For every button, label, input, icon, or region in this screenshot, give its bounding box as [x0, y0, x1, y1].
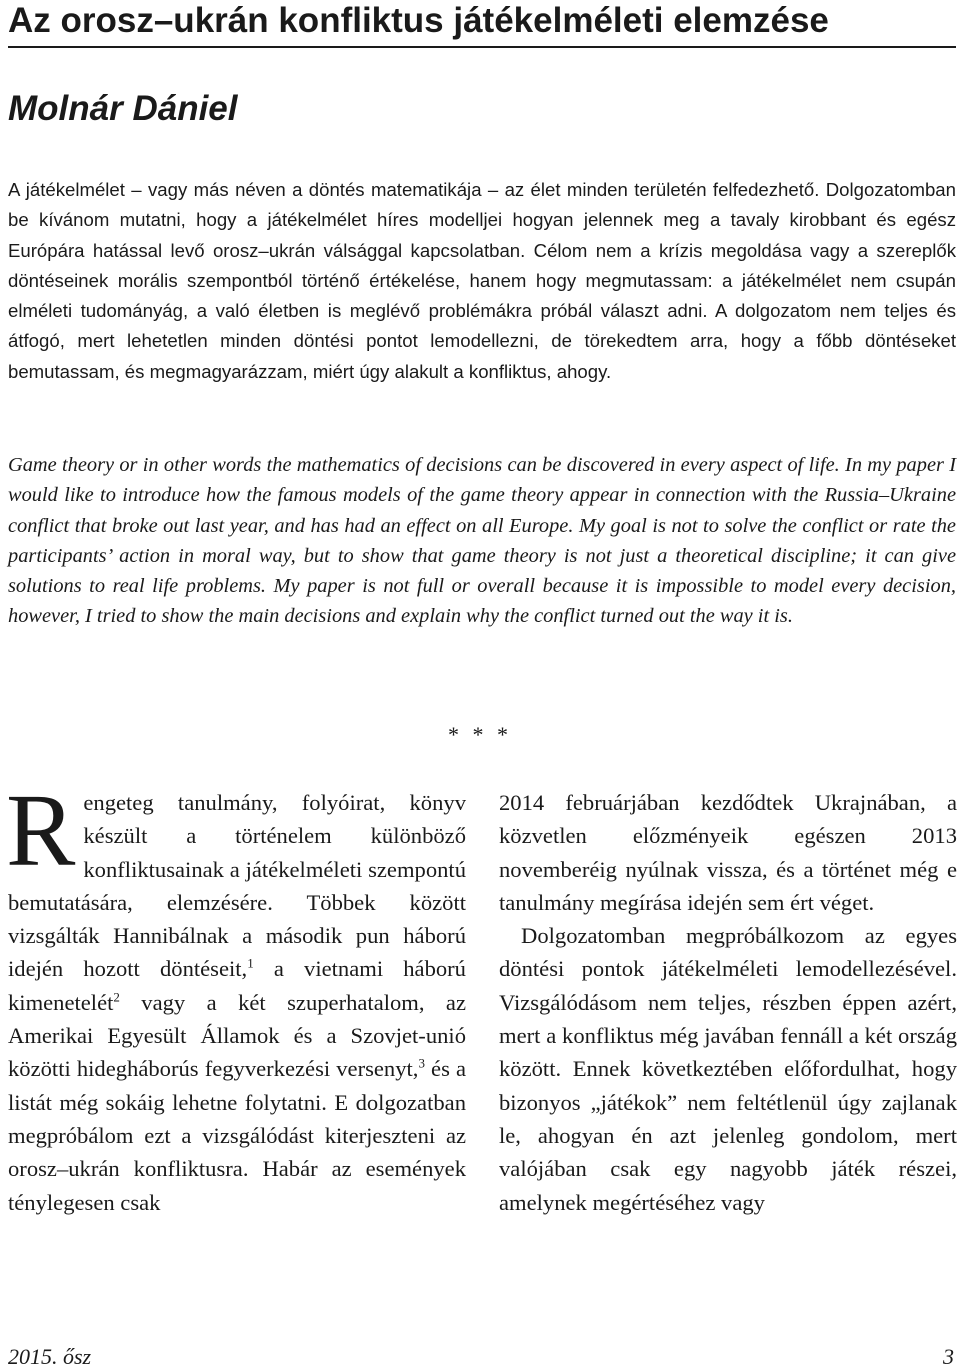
- body-paragraph-1: [6, 773, 466, 1219]
- body-column-left: [6, 773, 466, 1219]
- title-rule: [8, 46, 956, 48]
- body-text-segment: és a listát még sokáig lehetne folytatni. E dolgozatban megpróbálom ezt a vizsgálódást kiterjeszteni az orosz–ukrán konfliktusra. Habár az események ténylegesen csak: [8, 1056, 466, 1215]
- issue-label: 2015. ősz: [8, 1344, 92, 1369]
- article-title: Az orosz–ukrán konfliktus játékelméleti elemzése: [8, 1, 829, 40]
- body-text-segment: vagy a két szuperhatalom, az Amerikai Egyesült Államok és a Szovjet-unió közötti hidegháborús fegyverkezési versenyt,: [8, 989, 466, 1082]
- body-text-segment: engeteg tanulmány, folyóirat, könyv készült a történelem különböző konfliktusainak a játékelméleti szempontú bemutatására, elemzésére. Többek között vizsgálták Hannibálnak a második pun háború idején hozott döntéseit,: [8, 790, 466, 982]
- author-name: Molnár Dániel: [8, 89, 238, 128]
- body-column-right: [499, 786, 957, 1219]
- footnote-ref-3[interactable]: 3: [418, 1055, 425, 1071]
- abstract-hungarian: A játékelmélet – vagy más néven a döntés matematikája – az élet minden területén felfedezhető. Dolgozatomban be kívánom mutatni, hogy a játékelmélet híres modelljei hogyan jelennek meg a tavaly kirobbant és egész Európára hatással levő orosz–ukrán válsággal kapcsolatban. Célom nem a krízis megoldása vagy a szereplők döntéseinek morális szempontból történő értékelése, hanem hogy megmutassam: a játékelmélet nem csupán elméleti tudományág, a való életben is meglévő problémákra próbál választ adni. A dolgozatom nem teljes és átfogó, mert lehetetlen minden döntési pontot lemodellezni, de törekedtem arra, hogy a főbb döntéseket bemutassam, és megmagyarázzam, miért úgy alakult a konfliktus, ahogy.: [8, 179, 956, 382]
- drop-cap: R: [6, 773, 76, 888]
- footnote-ref-1[interactable]: 1: [247, 955, 254, 971]
- body-paragraph-2: 2014 februárjában kezdődtek Ukrajnában, a közvetlen előzményeik egészen 2013 novemberéig nyúlnak vissza, és a történet még e tanulmány megírása idején sem ért véget.: [499, 790, 957, 915]
- section-separator: * * *: [448, 722, 512, 747]
- footnote-ref-2[interactable]: 2: [113, 989, 120, 1005]
- body-paragraph-3: Dolgozatomban megpróbálkozom az egyes döntési pontok játékelméleti lemodellezésével. Vizsgálódásom nem teljes, részben éppen azért, mert a konfliktus még javában fennáll a két ország között. Ennek következtében előfordulhat, hogy bizonyos „játékok” nem feltétlenül úgy zajlanak le, ahogyan én azt jelenleg gondolom, mert valójában csak egy nagyobb játék részei, amelynek megértéséhez vagy: [499, 923, 957, 1215]
- abstract-english: Game theory or in other words the mathematics of decisions can be discovered in every aspect of life. In my paper I would like to introduce how the famous models of the game theory appear in connection with the Russia–Ukraine conflict that broke out last year, and has had an effect on all Europe. My goal is not to solve the conflict or rate the participants’ action in moral way, but to show that game theory is not just a theoretical discipline; it can give solutions to real life problems. My paper is not full or overall because it is impossible to model every decision, however, I tried to show the main decisions and explain why the conflict turned out the way it is.: [8, 454, 956, 628]
- page-number: 3: [943, 1344, 954, 1369]
- body-text-segment: a vietnami háború kimenetelét: [8, 956, 466, 1015]
